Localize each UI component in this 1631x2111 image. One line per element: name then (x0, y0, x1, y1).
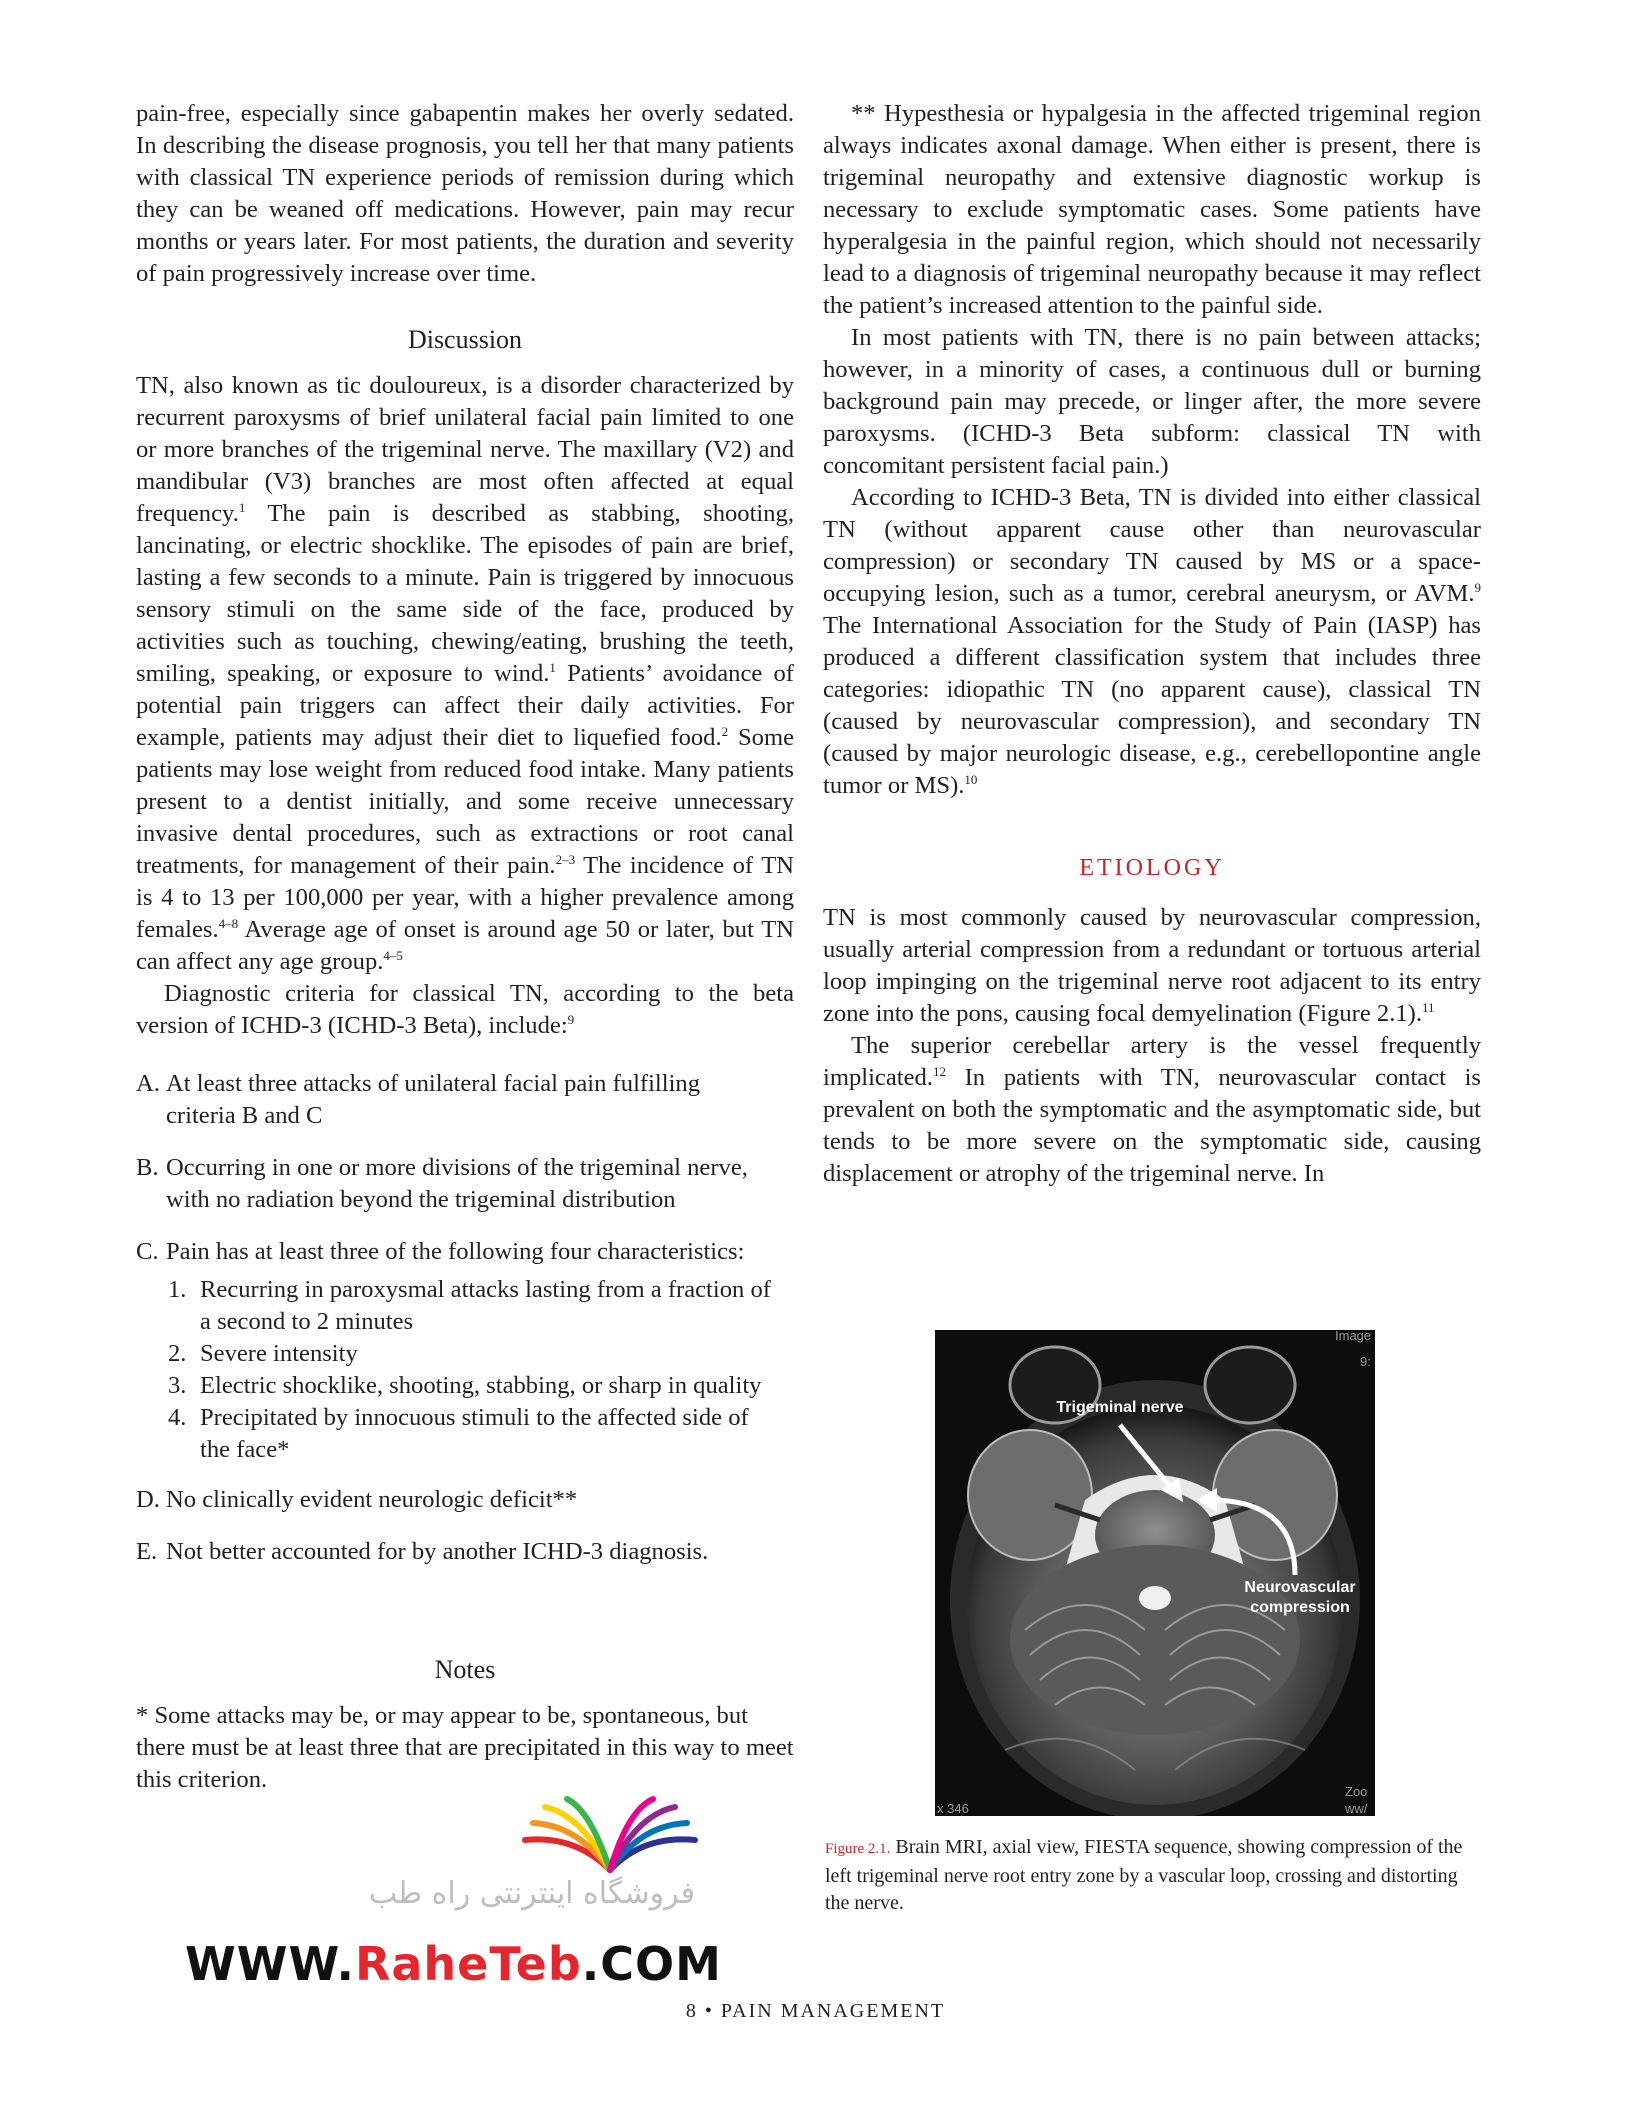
figure-label: Figure 2.1. (825, 1841, 891, 1857)
sca-paragraph: The superior cerebellar artery is the vessel frequently implicated.$^{12}$ In patients with TN, neurovascular contact is prevalent on both the symptomatic and the asymptomatic side, but tends to be more severe on the symptomatic side, causing displacement or atrophy of the trigeminal nerve. In (823, 1032, 1481, 1187)
etiology-heading: ETIOLOGY (1079, 855, 1225, 881)
watermark-persian-text: فروشگاه اینترنتی راه طب (368, 1876, 695, 1911)
criterion-item: B. Occurring in one or more divisions of the trigeminal nerve, with no radiation beyond the trigeminal distribution (136, 1154, 748, 1213)
intro-paragraph: pain-free, especially since gabapentin makes her overly sedated. In describing the disease prognosis, you tell her that many patients with classical TN experience periods of remission during which they can be weaned off medications. However, pain may recur months or years later. For most patients, the duration and severity of pain progressively increase over time. (136, 100, 794, 287)
corner-text-tr2: 9: (1360, 1354, 1371, 1369)
corner-text-tr1: Image (1335, 1330, 1372, 1343)
figure-caption (825, 1834, 1475, 1917)
sub-criterion-item: 1. Recurring in paroxysmal attacks lasting from a fraction of a second to 2 minutes (168, 1276, 771, 1335)
notes-heading: Notes (434, 1655, 496, 1684)
corner-text-br2: ww/ (1345, 1801, 1368, 1816)
sub-criterion-item: 3. Electric shocklike, shooting, stabbing, or sharp in quality (168, 1372, 762, 1399)
book-logo-icon (515, 1795, 705, 1880)
compression-label-line2: compression (1250, 1599, 1350, 1616)
trigeminal-nerve-label: Trigeminal nerve (1056, 1399, 1184, 1416)
classification-paragraph: According to ICHD-3 Beta, TN is divided into either classical TN (without apparent cause other than neurovascular compression) or secondary TN caused by MS or a space-occupying lesion, such as a tumor, cerebral aneurysm, or AVM.$^9$ The International Association for the Study of Pain (IASP) has produced a different classification system that includes three categories: idiopathic TN (no apparent cause), classical TN (caused by neurovascular compression), and secondary TN (caused by major neurologic disease, e.g., cerebellopontine angle tumor or MS).$^{10}$ (823, 484, 1481, 799)
discussion-paragraph: TN, also known as tic douloureux, is a disorder characterized by recurrent paroxysms of brief unilateral facial pain limited to one or more branches of the trigeminal nerve. The maxillary (V2) and mandibular (V3) branches are most often affected at equal frequency.$^1$ The pain is described as stabbing, shooting, lancinating, or electric shocklike. The episodes of pain are brief, lasting a few seconds to a minute. Pain is triggered by innocuous sensory stimuli on the same side of the face, produced by activities such as touching, chewing/eating, brushing the teeth, smiling, speaking, or exposure to wind.$^1$ Patients’ avoidance of potential pain triggers can affect their daily activities. For example, patients may adjust their diet to liquefied food.$^2$ Some patients may lose weight from reduced food intake. Many patients present to a dentist initially, and some receive unnecessary invasive dental procedures, such as extractions or root canal treatments, for management of their pain.$^{2-3}$ The incidence of TN is 4 to 13 per 100,000 per year, with a higher prevalence among females.$^{4-8}$ Average age of onset is around age 50 or later, but TN can affect any age group.$^{4-5}$ (136, 372, 794, 975)
sub-criteria-list (136, 1274, 794, 1466)
sub-criterion-item: 2. Severe intensity (168, 1340, 358, 1367)
compression-label-line1: Neurovascular (1244, 1579, 1356, 1596)
page-footer: 8 • PAIN MANAGEMENT (685, 2000, 946, 2022)
criteria-list (136, 1068, 794, 1568)
caption-text: Brain MRI, axial view, FIESTA sequence, showing compression of the left trigeminal nerve root entry zone by a vascular loop, crossing and distorting the nerve. (825, 1836, 1463, 1914)
mri-figure (935, 1330, 1375, 1816)
mri-image (935, 1330, 1375, 1816)
criterion-item: E. Not better accounted for by another ICHD-3 diagnosis. (136, 1538, 709, 1565)
criterion-item: C. Pain has at least three of the following four characteristics: (136, 1238, 745, 1265)
right-column (823, 98, 1481, 1190)
left-column (136, 98, 794, 1796)
criterion-item: A. At least three attacks of unilateral facial pain fulfilling criteria B and C (136, 1070, 701, 1129)
note-paragraph: * Some attacks may be, or may appear to be, spontaneous, but there must be at least three that are precipitated in this way to meet this criterion. (136, 1702, 794, 1793)
watermark-url: WWW.RaheTeb.COM (185, 1937, 722, 1991)
discussion-heading: Discussion (407, 325, 523, 354)
corner-text-bl: x 346 (937, 1801, 969, 1816)
background-pain-paragraph: In most patients with TN, there is no pain between attacks; however, in a minority of cases, a continuous dull or burning background pain may precede, or linger after, the more severe paroxysms. (ICHD-3 Beta subform: classical TN with concomitant persistent facial pain.) (823, 324, 1481, 479)
criteria-intro-paragraph: Diagnostic criteria for classical TN, according to the beta version of ICHD-3 (ICHD-3 Beta), include:$^9$ (136, 980, 794, 1039)
sub-criterion-item: 4. Precipitated by innocuous stimuli to the affected side of the face* (168, 1404, 749, 1463)
etiology-paragraph: TN is most commonly caused by neurovascular compression, usually arterial compression from a redundant or tortuous arterial loop impinging on the trigeminal nerve root adjacent to its entry zone into the pons, causing focal demyelination (Figure 2.1).$^{11}$ (823, 904, 1481, 1027)
criterion-item: D. No clinically evident neurologic deficit** (136, 1486, 578, 1513)
hypesthesia-paragraph: ** Hypesthesia or hypalgesia in the affected trigeminal region always indicates axonal damage. When either is present, there is trigeminal neuropathy and extensive diagnostic workup is necessary to exclude symptomatic cases. Some patients have hyperalgesia in the painful region, which should not necessarily lead to a diagnosis of trigeminal neuropathy because it may reflect the patient’s increased attention to the painful side. (823, 100, 1481, 319)
corner-text-br1: Zoo (1345, 1784, 1368, 1799)
